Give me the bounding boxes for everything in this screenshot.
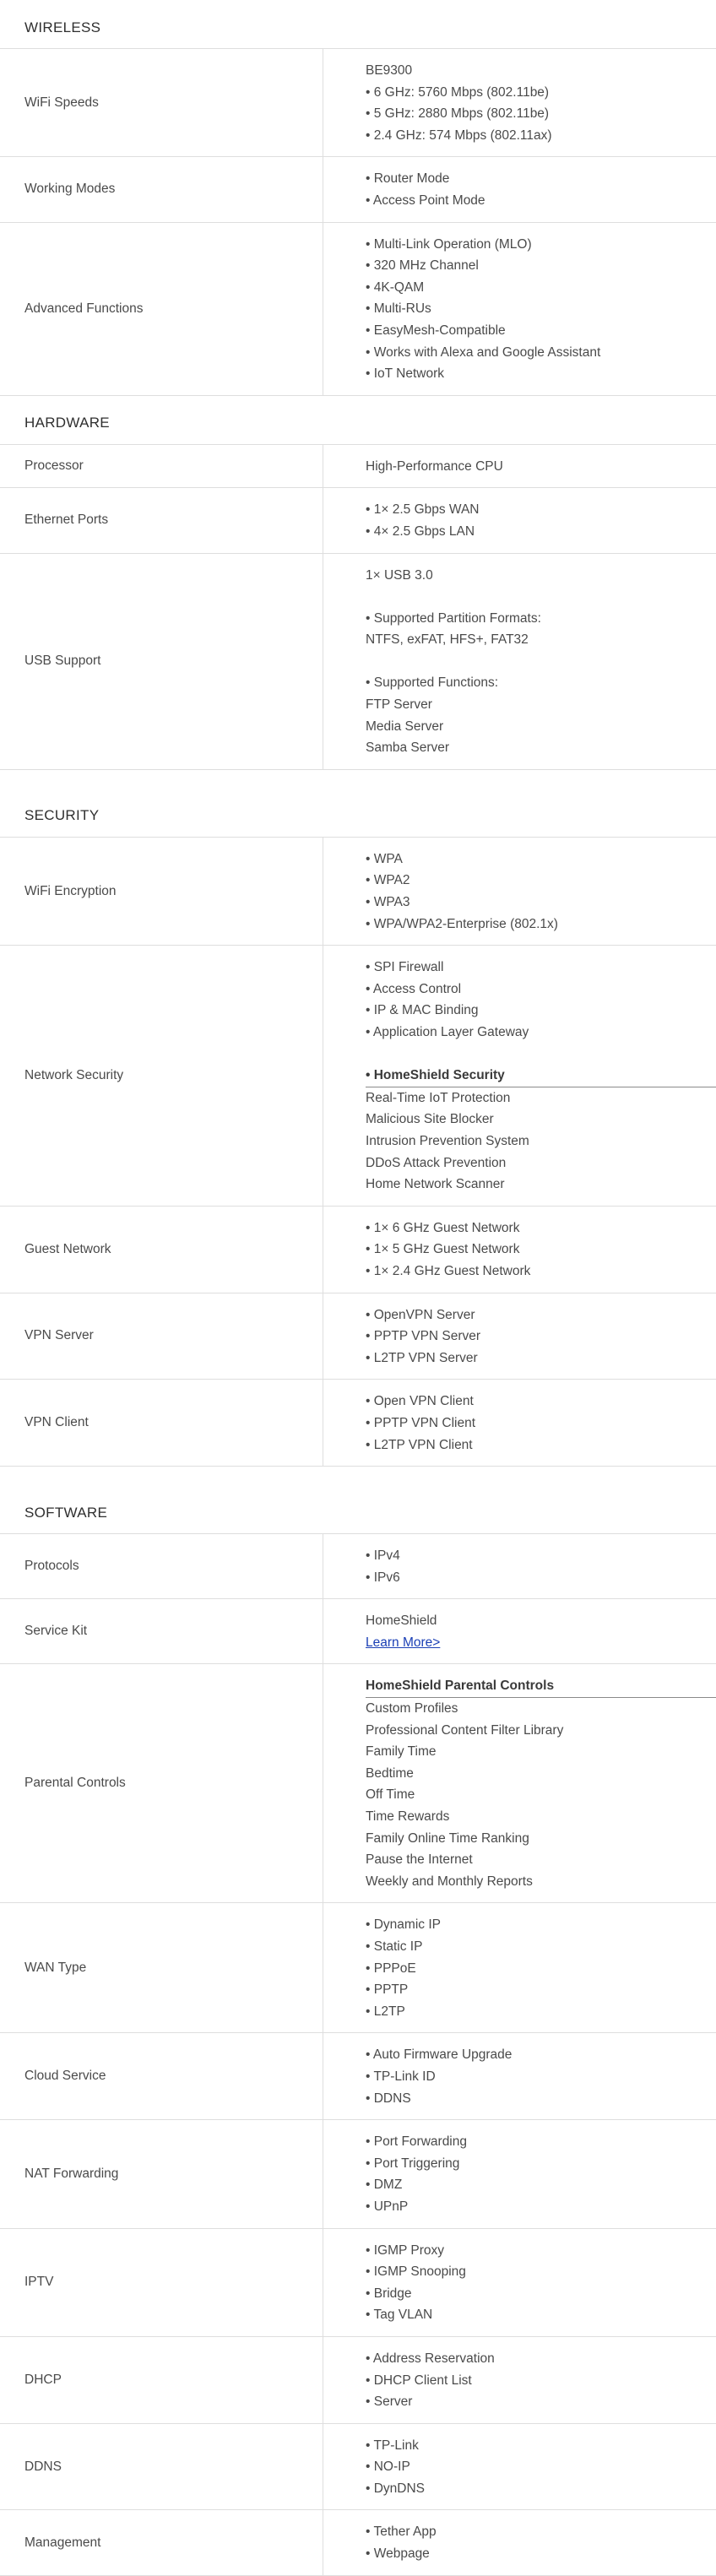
spec-line: • Router Mode — [366, 171, 450, 187]
spec-line: • 4K-QAM — [366, 279, 425, 295]
spec-line: • Open VPN Client — [366, 1394, 474, 1409]
spec-row — [0, 488, 716, 553]
spec-line: FTP Server — [366, 697, 432, 713]
spec-line: Professional Content Filter Library — [366, 1722, 564, 1738]
spec-line: • SPI Firewall — [366, 960, 444, 975]
spec-label: Protocols — [0, 1534, 323, 1598]
spec-line: • NO-IP — [366, 2459, 410, 2475]
spec-line: • Port Triggering — [366, 2156, 460, 2171]
spec-line: • DHCP Client List — [366, 2373, 472, 2388]
spec-row — [0, 2337, 716, 2424]
spec-line: • IoT Network — [366, 366, 444, 382]
spec-line: • 5 GHz: 2880 Mbps (802.11be) — [366, 106, 550, 122]
spec-value — [323, 2424, 716, 2510]
spec-line: Samba Server — [366, 740, 450, 756]
spec-label: WiFi Speeds — [0, 49, 323, 156]
spec-line: • Multi-RUs — [366, 301, 431, 317]
spec-line: • 2.4 GHz: 574 Mbps (802.11ax) — [366, 127, 552, 143]
spec-line: 1× USB 3.0 — [366, 567, 433, 583]
spec-row — [0, 1534, 716, 1599]
spec-line: • WPA3 — [366, 895, 410, 910]
spec-value — [323, 2120, 716, 2227]
spec-value — [323, 2229, 716, 2336]
spec-line: • Access Control — [366, 981, 462, 996]
spec-label: VPN Server — [0, 1293, 323, 1380]
spec-value — [323, 2033, 716, 2119]
spec-row — [0, 838, 716, 946]
spec-line: Weekly and Monthly Reports — [366, 1874, 533, 1889]
spec-line: Bedtime — [366, 1765, 414, 1781]
spec-label: Cloud Service — [0, 2033, 323, 2119]
spec-line: • Dynamic IP — [366, 1917, 441, 1933]
spec-line: • Multi-Link Operation (MLO) — [366, 236, 532, 252]
spec-line: NTFS, exFAT, HFS+, FAT32 — [366, 632, 529, 648]
section-title-security: SECURITY — [0, 770, 716, 838]
spec-line: • IP & MAC Binding — [366, 1003, 479, 1018]
spec-value — [323, 1380, 716, 1466]
spec-line: • Tag VLAN — [366, 2308, 433, 2323]
spec-value — [323, 2510, 716, 2574]
spec-line: • L2TP VPN Server — [366, 1350, 478, 1365]
spec-line: Media Server — [366, 719, 444, 734]
spec-line: • Port Forwarding — [366, 2134, 467, 2150]
spec-line: Custom Profiles — [366, 1701, 458, 1716]
spec-line: • PPPoE — [366, 1960, 416, 1976]
spec-line: • TP-Link ID — [366, 2069, 436, 2084]
spec-row — [0, 2229, 716, 2337]
spec-line: • 1× 2.4 GHz Guest Network — [366, 1263, 531, 1278]
spec-label: WAN Type — [0, 1903, 323, 2032]
spec-label: IPTV — [0, 2229, 323, 2336]
section-title-software: SOFTWARE — [0, 1467, 716, 1534]
spec-line: • DynDNS — [366, 2481, 426, 2496]
spec-line: • WPA2 — [366, 873, 410, 888]
spec-label: USB Support — [0, 554, 323, 769]
spec-row — [0, 2510, 716, 2575]
spec-value — [323, 2337, 716, 2423]
spec-line: • PPTP — [366, 1982, 409, 1998]
spec-label: Ethernet Ports — [0, 488, 323, 552]
spec-line: • 1× 5 GHz Guest Network — [366, 1242, 520, 1257]
spec-row — [0, 554, 716, 770]
spec-line: • 4× 2.5 Gbps LAN — [366, 523, 475, 539]
spec-line: • IPv4 — [366, 1548, 400, 1564]
spec-line: DDoS Attack Prevention — [366, 1155, 507, 1170]
spec-row — [0, 1380, 716, 1467]
spec-line: • Works with Alexa and Google Assistant — [366, 344, 601, 360]
spec-label: Working Modes — [0, 157, 323, 221]
spec-line: • UPnP — [366, 2199, 409, 2214]
spec-line: • Supported Functions: — [366, 675, 499, 691]
spec-row — [0, 2424, 716, 2511]
spec-line: Off Time — [366, 1787, 415, 1803]
spec-value — [323, 1599, 716, 1663]
spec-line: • Tether App — [366, 2524, 437, 2540]
spec-line: BE9300 — [366, 63, 413, 78]
spec-value — [323, 1664, 716, 1902]
spec-line — [366, 586, 716, 608]
spec-line: Time Rewards — [366, 1809, 450, 1825]
spec-row — [0, 1599, 716, 1664]
spec-line: • 1× 2.5 Gbps WAN — [366, 502, 480, 518]
spec-label: Management — [0, 2510, 323, 2574]
spec-value — [323, 445, 716, 488]
spec-line — [366, 1044, 716, 1066]
spec-value — [323, 1293, 716, 1380]
spec-row — [0, 49, 716, 157]
spec-label: Parental Controls — [0, 1664, 323, 1902]
spec-line: • Webpage — [366, 2546, 430, 2562]
spec-value — [323, 946, 716, 1206]
spec-line: • Access Point Mode — [366, 193, 485, 208]
spec-line: • TP-Link — [366, 2438, 419, 2453]
spec-value — [323, 49, 716, 156]
spec-label: NAT Forwarding — [0, 2120, 323, 2227]
spec-value — [323, 488, 716, 552]
spec-line: • Application Layer Gateway — [366, 1025, 529, 1039]
spec-line: • IPv6 — [366, 1570, 400, 1585]
spec-row — [0, 223, 716, 396]
spec-line: • 6 GHz: 5760 Mbps (802.11be) — [366, 84, 550, 100]
spec-label: Guest Network — [0, 1207, 323, 1293]
spec-row — [0, 946, 716, 1207]
spec-label: Network Security — [0, 946, 323, 1206]
spec-line: HomeShield — [366, 1613, 437, 1629]
spec-label: DHCP — [0, 2337, 323, 2423]
spec-label: Advanced Functions — [0, 223, 323, 395]
spec-row — [0, 1293, 716, 1380]
spec-line: • 1× 6 GHz Guest Network — [366, 1220, 520, 1235]
spec-line: • Auto Firmware Upgrade — [366, 2047, 513, 2063]
spec-label: Service Kit — [0, 1599, 323, 1663]
spec-line: • Server — [366, 2394, 413, 2410]
spec-line: • 320 MHz Channel — [366, 258, 479, 274]
section-title-wireless: WIRELESS — [0, 0, 716, 49]
spec-line: Real-Time IoT Protection — [366, 1090, 511, 1105]
spec-row — [0, 157, 716, 222]
spec-line: Family Online Time Ranking — [366, 1830, 529, 1846]
spec-line: Intrusion Prevention System — [366, 1133, 529, 1148]
spec-value — [323, 554, 716, 769]
spec-row — [0, 2120, 716, 2228]
learn-more-link[interactable]: Learn More> — [366, 1635, 441, 1650]
spec-line: • WPA/WPA2-Enterprise (802.1x) — [366, 916, 558, 931]
spec-label: DDNS — [0, 2424, 323, 2510]
spec-row — [0, 1903, 716, 2033]
spec-line: • L2TP VPN Client — [366, 1437, 473, 1452]
spec-value — [323, 157, 716, 221]
spec-value — [323, 1534, 716, 1598]
spec-line: • DDNS — [366, 2091, 411, 2106]
spec-row — [0, 1207, 716, 1293]
spec-line: Home Network Scanner — [366, 1177, 505, 1192]
spec-line: • PPTP VPN Server — [366, 1329, 481, 1344]
spec-line: • DMZ — [366, 2177, 403, 2193]
spec-line — [366, 651, 716, 673]
spec-line: High-Performance CPU — [366, 458, 503, 474]
spec-line: Family Time — [366, 1744, 437, 1760]
spec-value — [323, 838, 716, 945]
spec-label: VPN Client — [0, 1380, 323, 1466]
spec-row — [0, 2033, 716, 2120]
spec-line: • PPTP VPN Client — [366, 1415, 476, 1430]
spec-line: • IGMP Proxy — [366, 2242, 444, 2258]
spec-line: • Supported Partition Formats: — [366, 610, 541, 626]
spec-label: WiFi Encryption — [0, 838, 323, 945]
feature-heading: HomeShield Parental Controls — [366, 1675, 716, 1698]
spec-line: • Bridge — [366, 2286, 412, 2301]
spec-line: • Address Reservation — [366, 2351, 495, 2366]
spec-label: Processor — [0, 445, 323, 488]
spec-value — [323, 223, 716, 395]
spec-value — [323, 1903, 716, 2032]
spec-row — [0, 445, 716, 489]
feature-heading: • HomeShield Security — [366, 1065, 716, 1087]
spec-line: Pause the Internet — [366, 1852, 473, 1868]
spec-row — [0, 1664, 716, 1903]
spec-line: • EasyMesh-Compatible — [366, 323, 506, 338]
spec-line: • OpenVPN Server — [366, 1307, 475, 1322]
spec-line: Malicious Site Blocker — [366, 1112, 494, 1127]
spec-value — [323, 1207, 716, 1293]
spec-line: • WPA — [366, 851, 403, 866]
section-title-hardware: HARDWARE — [0, 396, 716, 445]
spec-line: • IGMP Snooping — [366, 2264, 466, 2280]
spec-line: • Static IP — [366, 1939, 423, 1954]
spec-line: • L2TP — [366, 2004, 405, 2019]
